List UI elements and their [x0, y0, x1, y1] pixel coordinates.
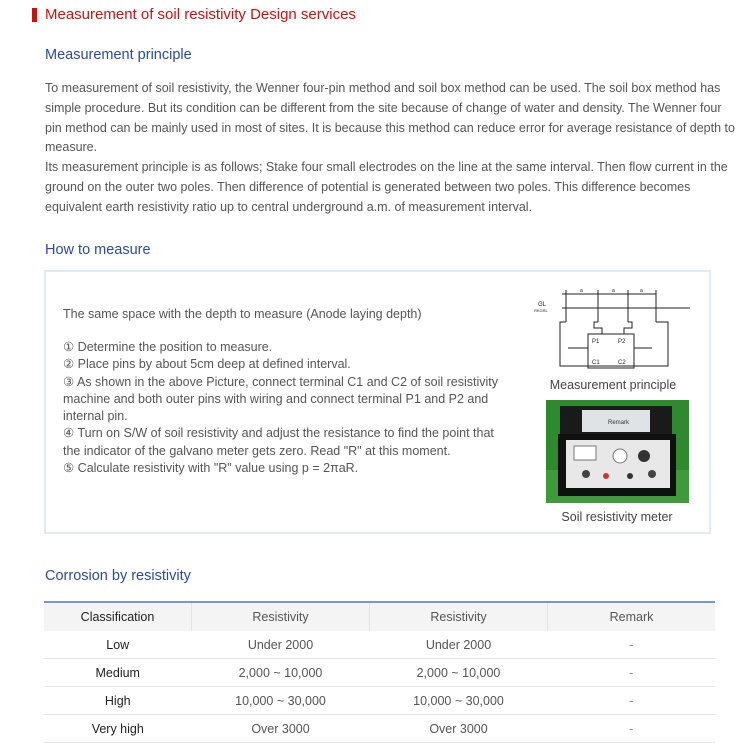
cell-resistivity-1: 10,000 ~ 30,000 [192, 687, 370, 715]
cell-class: Very high [44, 715, 192, 743]
measure-intro: The same space with the depth to measure (Anode laying depth) [63, 307, 422, 321]
title-marker-icon [32, 8, 37, 22]
corrosion-table [44, 601, 715, 743]
cell-class: Medium [44, 659, 192, 687]
header-classification: Classification [44, 602, 192, 631]
cell-class: Low [44, 631, 192, 659]
cell-resistivity-1: Over 3000 [192, 715, 370, 743]
table-row [44, 687, 715, 715]
cell-resistivity-1: Under 2000 [192, 631, 370, 659]
step-1: ① Determine the position to measure. [63, 340, 273, 354]
cell-remark: - [548, 631, 716, 659]
c1-label: C1 [592, 360, 600, 366]
table-row [44, 659, 715, 687]
c2-label: C2 [618, 360, 626, 366]
p1-label: P1 [592, 339, 600, 345]
principle-paragraph-2: Its measurement principle is as follows; Stake four small electrodes on the line at the same interval. Then flow current in the ground on the outer two poles. Then difference of potential is generated between two poles. This difference becomes equivalent earth resistivity ratio up to central underground a.m. of measurement interval. [45, 160, 728, 214]
table-row [44, 715, 715, 743]
step-2: ② Place pins by about 5cm deep at defined interval. [63, 357, 351, 372]
interval-label-3: a [640, 288, 643, 294]
header-resistivity-2: Resistivity [370, 602, 548, 631]
diagram-caption: Measurement principle [549, 378, 677, 392]
cell-resistivity-2: Under 2000 [370, 631, 548, 659]
page-title-text: Measurement of soil resistivity Design services [45, 6, 356, 23]
soil-resistivity-meter-photo [546, 400, 689, 503]
photo-lid-label: Remark [608, 420, 630, 426]
cell-resistivity-1: 2,000 ~ 10,000 [192, 659, 370, 687]
current-wire [560, 322, 668, 366]
cell-resistivity-2: Over 3000 [370, 715, 548, 743]
page-title [32, 6, 356, 23]
wenner-diagram [532, 286, 692, 376]
cell-resistivity-2: 2,000 ~ 10,000 [370, 659, 548, 687]
photo-caption: Soil resistivity meter [561, 510, 673, 524]
step-5: ⑤ Calculate resistivity with "R" value using p = 2πaR. [63, 461, 359, 476]
cell-remark: - [548, 659, 716, 687]
corrosion-heading: Corrosion by resistivity [45, 568, 191, 584]
principle-paragraph-1: To measurement of soil resistivity, the Wenner four-pin method and soil box method can be used. The soil box method has simple procedure. But its condition can be different from the site because of change of water and density. The Wenner four pin method can be mainly used in most of sites. It is because this method can reduce error for average resistance of depth to measure. [45, 81, 735, 155]
header-resistivity-1: Resistivity [192, 602, 370, 631]
cell-remark: - [548, 687, 716, 715]
p2-label: P2 [618, 339, 626, 345]
cell-remark: - [548, 715, 716, 743]
measure-steps [63, 339, 508, 477]
step-4: ④ Turn on S/W of soil resistivity and adjust the resistance to find the point that the indicator of the galvano meter gets zero. Read "R" at this moment. [63, 426, 494, 458]
table-header-row [44, 602, 715, 631]
interval-label-2: a [612, 288, 615, 294]
interval-label-1: a [580, 288, 583, 294]
how-to-measure-heading: How to measure [45, 242, 151, 258]
step-3: ③ As shown in the above Picture, connect terminal C1 and C2 of soil resistivity machine and both outer pins with wiring and connect terminal P1 and P2 and internal pin. [63, 374, 499, 424]
how-to-measure-box [44, 270, 711, 534]
gl-sub-label: RKGRL [534, 308, 548, 313]
table-row [44, 631, 715, 659]
cell-class: High [44, 687, 192, 715]
gl-label: GL [538, 302, 547, 308]
meter-illustration [546, 400, 689, 503]
header-remark: Remark [548, 602, 716, 631]
measurement-principle-heading: Measurement principle [45, 47, 192, 63]
cell-resistivity-2: 10,000 ~ 30,000 [370, 687, 548, 715]
